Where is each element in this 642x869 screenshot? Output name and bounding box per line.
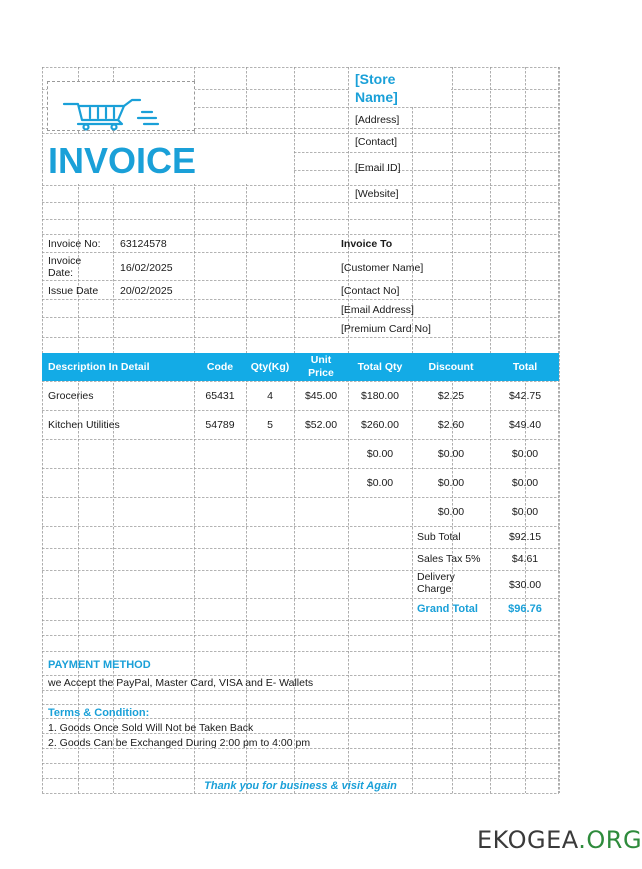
table-cell: $0.00 <box>366 448 394 460</box>
table-cell: $0.00 <box>366 477 394 489</box>
store-name: [Store Name] <box>355 71 398 105</box>
header-total: Total <box>512 361 538 373</box>
watermark-domain: .ORG <box>578 826 642 854</box>
table-cell: $0.00 <box>437 477 465 489</box>
terms-item: 2. Goods Can be Exchanged During 2:00 pm to 4:00 pm <box>48 737 311 749</box>
store-address: [Address] <box>355 114 400 126</box>
delivery-value: $30.00 <box>508 579 542 591</box>
invoice-title: INVOICE <box>48 140 197 181</box>
subtotal-value: $92.15 <box>508 531 542 543</box>
watermark-brand: EKOGEA <box>477 826 579 854</box>
store-website: [Website] <box>355 188 399 200</box>
invoice-sheet <box>42 67 559 793</box>
table-cell: $0.00 <box>511 448 539 460</box>
payment-heading: PAYMENT METHOD <box>48 659 151 671</box>
table-cell: 54789 <box>205 419 235 431</box>
invoice-no-label: Invoice No: <box>48 238 101 250</box>
invoice-no: 63124578 <box>120 238 167 250</box>
terms-heading: Terms & Condition: <box>48 707 150 719</box>
header-qty: Qty(Kg) <box>250 361 290 373</box>
table-cell: 5 <box>267 419 273 431</box>
watermark <box>477 826 642 854</box>
logo-box <box>47 81 195 131</box>
subtotal-label: Sub Total <box>417 531 461 543</box>
sales-tax-label: Sales Tax 5% <box>417 553 481 565</box>
table-cell: $260.00 <box>361 419 399 431</box>
table-cell: $0.00 <box>437 506 465 518</box>
table-cell: $2.60 <box>437 419 465 431</box>
table-cell: Kitchen Utilities <box>48 419 120 431</box>
header-discount: Discount <box>428 361 474 373</box>
issue-date: 20/02/2025 <box>120 285 173 297</box>
terms-item: 1. Goods Once Sold Will Not be Taken Back <box>48 722 254 734</box>
header-total-qty: Total Qty <box>357 361 403 373</box>
table-cell: $2.25 <box>437 390 465 402</box>
header-code: Code <box>206 361 234 373</box>
invoice-to-label: Invoice To <box>341 238 393 250</box>
invoice-date-label: Invoice Date: <box>48 255 82 279</box>
header-unit-price: Unit Price <box>308 354 334 379</box>
table-cell: Groceries <box>48 390 94 402</box>
issue-date-label: Issue Date <box>48 285 99 297</box>
table-cell: $0.00 <box>437 448 465 460</box>
grand-total-label: Grand Total <box>417 603 478 615</box>
table-cell: $52.00 <box>304 419 338 431</box>
table-cell: $49.40 <box>508 419 542 431</box>
header-description: Description In Detail <box>48 361 150 373</box>
grand-total-value: $96.76 <box>508 603 542 615</box>
store-email: [Email ID] <box>355 162 401 174</box>
table-cell: $0.00 <box>511 477 539 489</box>
customer-name: [Customer Name] <box>341 262 424 274</box>
table-cell: $45.00 <box>304 390 338 402</box>
table-header <box>42 353 559 381</box>
store-contact: [Contact] <box>355 136 398 148</box>
delivery-label: Delivery Charge <box>417 571 455 595</box>
table-cell: 4 <box>267 390 273 402</box>
shopping-cart-icon <box>48 82 196 132</box>
invoice-date: 16/02/2025 <box>120 262 173 274</box>
premium-card: [Premium Card No] <box>341 323 431 335</box>
customer-email: [Email Address] <box>341 304 414 316</box>
table-cell: 65431 <box>205 390 235 402</box>
sales-tax-value: $4.61 <box>511 553 539 565</box>
table-cell: $42.75 <box>508 390 542 402</box>
thank-you-note: Thank you for business & visit Again <box>204 780 397 792</box>
customer-contact: [Contact No] <box>341 285 400 297</box>
table-cell: $180.00 <box>361 390 399 402</box>
table-cell: $0.00 <box>511 506 539 518</box>
payment-text: we Accept the PayPal, Master Card, VISA and E- Wallets <box>48 677 314 689</box>
